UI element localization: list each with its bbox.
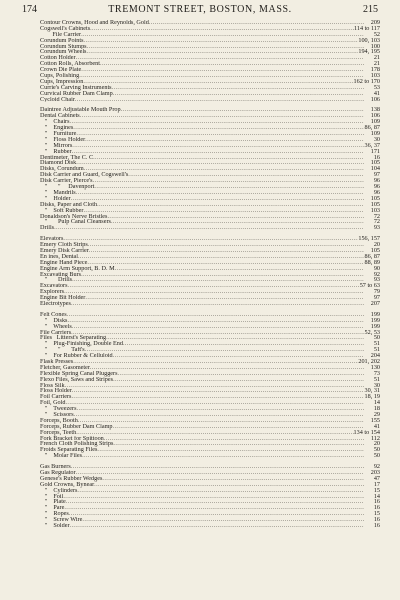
entry-pages: 88, 89 xyxy=(364,259,380,266)
entry-pages: 112 xyxy=(370,435,380,442)
entry-title: Engine Hand Piece xyxy=(40,259,88,266)
entry-title: Froids Separating Files xyxy=(40,447,98,454)
street-address: TREMONT STREET, BOSTON, MASS. xyxy=(108,4,292,15)
entry-pages: 16 xyxy=(373,154,380,161)
entry-title: " Solder xyxy=(40,523,70,529)
entry-pages: 18 xyxy=(373,406,380,412)
index-section xyxy=(40,236,380,307)
entry-pages: 105 xyxy=(370,160,380,167)
entry-pages: 199 xyxy=(370,311,380,318)
entry-title: Contour Crowns, Hood and Reynolds, Gold xyxy=(40,20,149,26)
entry-title: " Pulp Canal Cleansers xyxy=(40,219,111,226)
entry-pages: 103 xyxy=(370,73,380,79)
entry-pages: 30 xyxy=(373,382,380,389)
entry-title: Fletcher, Gasometer xyxy=(40,364,90,371)
entry-title: " Mirrors xyxy=(40,142,73,149)
entry-pages: 109 xyxy=(370,131,380,137)
entry-title: Cups, Impression xyxy=(40,78,84,85)
entry-pages: 106 xyxy=(370,96,380,103)
entry-title: En ines, Dental xyxy=(40,253,78,260)
page-number-left: 174 xyxy=(22,4,37,15)
entry-pages: 50 xyxy=(373,447,380,454)
entry-pages: 92 xyxy=(373,271,380,278)
index-section xyxy=(40,107,380,231)
entry-pages: 18, 19 xyxy=(364,394,380,401)
entry-pages: 100 xyxy=(370,43,380,50)
entry-pages: 106 xyxy=(370,113,380,120)
entry-title: Excavators xyxy=(40,283,68,290)
entry-title: " " Taft's xyxy=(40,347,85,354)
entry-title: " Wheels xyxy=(40,323,72,330)
entry-title: " Drills xyxy=(40,277,73,284)
entry-pages: 41 xyxy=(373,423,380,430)
entry-pages: 50 xyxy=(373,453,380,460)
entry-title: " Plug-Finishing, Double End xyxy=(40,341,123,348)
entry-pages: 105 xyxy=(370,247,380,254)
entry-pages: 207 xyxy=(370,300,380,307)
entry-pages: 156, 157 xyxy=(358,236,380,243)
index-entry xyxy=(40,523,380,529)
entry-title: Files Litterst's Separating xyxy=(40,335,107,342)
entry-pages: 134 to 154 xyxy=(353,429,380,436)
entry-title: Disk Carrier and Guard, Cogswell's xyxy=(40,172,129,179)
entry-title: Cotton Holder xyxy=(40,55,76,62)
entry-pages: 51 xyxy=(373,347,380,354)
dot-leader xyxy=(54,225,364,231)
entry-title: Floss Holder xyxy=(40,388,72,395)
entry-pages: 20 xyxy=(373,242,380,248)
entry-pages: 130 xyxy=(370,364,380,371)
dot-leader xyxy=(82,453,364,459)
entry-title: Excavating Burs xyxy=(40,271,82,278)
entry-title: File Carrier xyxy=(40,31,82,38)
entry-pages: 97 xyxy=(373,295,380,301)
entry-title: " Chairs xyxy=(40,119,70,126)
entry-pages: 86, 87 xyxy=(364,253,380,260)
entry-title: Flexo Files, Saws and Stripes xyxy=(40,376,114,383)
entry-pages: 204 xyxy=(370,353,380,359)
entry-title: " Mandrils xyxy=(40,189,76,196)
index-entry xyxy=(40,97,380,103)
entry-title: Cups, Polishing xyxy=(40,73,80,79)
entry-pages: 96 xyxy=(373,178,380,185)
entry-pages: 93 xyxy=(373,277,380,284)
entry-title: Disks, Corundum xyxy=(40,166,84,173)
entry-title: Corundum Stumps xyxy=(40,43,87,50)
entry-title: Foil Carriers xyxy=(40,394,72,401)
entry-pages: 201, 202 xyxy=(358,358,380,365)
entry-pages: 199 xyxy=(370,317,380,324)
entry-title: Forceps, Rubber Dam Clamp xyxy=(40,423,113,430)
entry-title: " Molar Files xyxy=(40,453,83,460)
entry-title: " For Rubber & Celluloid xyxy=(40,353,113,359)
entry-pages: 96 xyxy=(373,184,380,190)
entry-title: Drills xyxy=(40,225,55,232)
entry-pages: 178 xyxy=(370,67,380,74)
entry-pages: 86, 87 xyxy=(364,125,380,132)
entry-title: " " Davenport xyxy=(40,184,95,190)
entry-title: " Engines xyxy=(40,125,74,132)
entry-pages: 57 to 63 xyxy=(359,283,380,290)
entry-title: Corundum Points xyxy=(40,37,84,44)
entry-pages: 29 xyxy=(373,412,380,418)
entry-pages: 114 to 117 xyxy=(353,25,380,32)
entry-pages: 14 xyxy=(373,493,380,500)
entry-pages: 20 xyxy=(373,441,380,448)
index-entry xyxy=(40,301,380,307)
entry-title: Foil, Gold xyxy=(40,400,66,407)
entry-pages: 155 xyxy=(370,417,380,424)
entry-pages: 53 xyxy=(373,84,380,91)
entry-title: " Holder xyxy=(40,195,71,202)
entry-title: Currie's Carving Instruments xyxy=(40,84,112,91)
entry-title: Electrotypes xyxy=(40,300,71,307)
entry-pages: 16 xyxy=(373,499,380,506)
entry-pages: 36, 37 xyxy=(364,142,380,149)
entry-title: " Scissors xyxy=(40,412,74,418)
entry-pages: 16 xyxy=(373,523,380,529)
entry-pages: 41 xyxy=(373,90,380,97)
entry-pages: 52 xyxy=(373,31,380,38)
entry-title: Engine Arm Support, B. D. M xyxy=(40,265,115,272)
page-number-right: 215 xyxy=(362,4,378,15)
entry-pages: 97 xyxy=(373,172,380,179)
index-entry xyxy=(40,225,380,231)
entry-pages: 209 xyxy=(370,20,380,26)
entry-title: Gold Crowns, Bynear xyxy=(40,481,95,488)
entry-title: " Foil xyxy=(40,493,64,500)
entry-pages: 105 xyxy=(370,195,380,202)
entry-title: Gas Burners xyxy=(40,464,71,471)
entry-pages: 104 xyxy=(370,166,380,173)
entry-title: French Cloth Polishing Strips xyxy=(40,441,114,448)
entry-pages: 73 xyxy=(373,370,380,377)
entry-title: Fork Bracket for Spittoon xyxy=(40,435,104,442)
entry-pages: 72 xyxy=(373,213,380,220)
entry-title: Emery Disk Carrier xyxy=(40,247,89,254)
index-section xyxy=(40,464,380,529)
entry-pages: 16 xyxy=(373,505,380,512)
entry-pages: 16 xyxy=(373,517,380,524)
entry-title: Donaldson's Nerve Bristles xyxy=(40,213,108,220)
entry-title: Explorers xyxy=(40,289,65,296)
entry-title: Cogswell's Cabinets xyxy=(40,25,91,32)
running-header xyxy=(22,4,378,16)
entry-pages: 30, 31 xyxy=(364,388,380,395)
entry-pages: 21 xyxy=(373,55,380,62)
dot-leader xyxy=(70,523,364,529)
entry-pages: 90 xyxy=(373,265,380,272)
entry-title: Elevators xyxy=(40,236,64,243)
entry-pages: 51 xyxy=(373,341,380,348)
entry-title: Gas Regulator xyxy=(40,470,76,476)
entry-pages: 92 xyxy=(373,464,380,471)
entry-title: " Rubber xyxy=(40,148,72,155)
entry-title: " Tweezers xyxy=(40,406,77,412)
entry-title: " Screw Wire xyxy=(40,517,83,524)
entry-title: Forceps, Booth xyxy=(40,417,78,424)
entry-pages: 72 xyxy=(373,219,380,226)
entry-pages: 162 to 170 xyxy=(353,78,380,85)
entry-title: Floss Silk xyxy=(40,382,65,389)
entry-title: Flask Presses xyxy=(40,358,74,365)
catalog-index xyxy=(40,20,380,534)
entry-pages: 17 xyxy=(373,481,380,488)
entry-title: Dentimeter, The C. C xyxy=(40,154,94,161)
entry-pages: 21 xyxy=(373,61,380,68)
index-section xyxy=(40,20,380,102)
entry-title: " Floss Holder xyxy=(40,136,86,143)
entry-title: Cotton Rolls, Absorbent xyxy=(40,61,100,68)
dot-leader xyxy=(71,301,364,307)
entry-title: Dental Cabinets xyxy=(40,113,80,120)
entry-pages: 194, 195 xyxy=(358,49,380,56)
entry-title: Emery Cloth Strips xyxy=(40,242,88,248)
entry-pages: 51 xyxy=(373,376,380,383)
entry-pages: 50 xyxy=(373,335,380,342)
entry-title: Engine Bit Holder xyxy=(40,295,86,301)
entry-title: " Plate xyxy=(40,499,66,506)
entry-title: " Furniture xyxy=(40,131,77,137)
entry-title: Daintree Adjustable Mouth Prop xyxy=(40,107,121,114)
entry-title: Felt Cones xyxy=(40,311,67,318)
entry-title: Disk Carrier, Pierce's xyxy=(40,178,93,185)
entry-title: Forceps, Teeth xyxy=(40,429,77,436)
entry-pages: 93 xyxy=(373,225,380,232)
entry-pages: 203 xyxy=(370,470,380,476)
entry-pages: 14 xyxy=(373,400,380,407)
entry-title: " Pare xyxy=(40,505,65,512)
entry-title: " Soft Rubber xyxy=(40,207,84,214)
entry-title: " Cylinders xyxy=(40,487,78,494)
entry-title: " Disks xyxy=(40,317,68,324)
entry-title: Curvical Rubber Dam Clamp xyxy=(40,90,113,97)
entry-pages: 199 xyxy=(370,323,380,330)
entry-pages: 96 xyxy=(373,189,380,196)
entry-pages: 138 xyxy=(370,107,380,114)
entry-pages: 105 xyxy=(370,201,380,208)
entry-pages: 30 xyxy=(373,136,380,143)
entry-pages: 15 xyxy=(373,487,380,494)
index-entry xyxy=(40,453,380,459)
entry-pages: 171 xyxy=(370,148,380,155)
entry-pages: 52, 53 xyxy=(364,329,380,336)
entry-title: Disks, Paper and Cloth xyxy=(40,201,98,208)
dot-leader xyxy=(75,97,364,103)
entry-title: Corundum Wheels xyxy=(40,49,87,56)
entry-pages: 109 xyxy=(370,119,380,126)
entry-title: Genese's Rubber Wedges xyxy=(40,475,103,482)
entry-title: Crown Die Plate xyxy=(40,67,82,74)
entry-pages: 103 xyxy=(370,207,380,214)
entry-title: " Ropes xyxy=(40,511,69,518)
entry-pages: 47 xyxy=(373,475,380,482)
entry-title: Diamond Disk xyxy=(40,160,77,167)
entry-title: Flexible Spring Canal Pluggers xyxy=(40,370,118,377)
entry-title: Cycloid Chair xyxy=(40,96,75,103)
entry-pages: 100, 103 xyxy=(358,37,380,44)
entry-pages: 79 xyxy=(373,289,380,296)
index-section xyxy=(40,312,380,459)
entry-title: File Carriers xyxy=(40,329,72,336)
entry-pages: 15 xyxy=(373,511,380,518)
